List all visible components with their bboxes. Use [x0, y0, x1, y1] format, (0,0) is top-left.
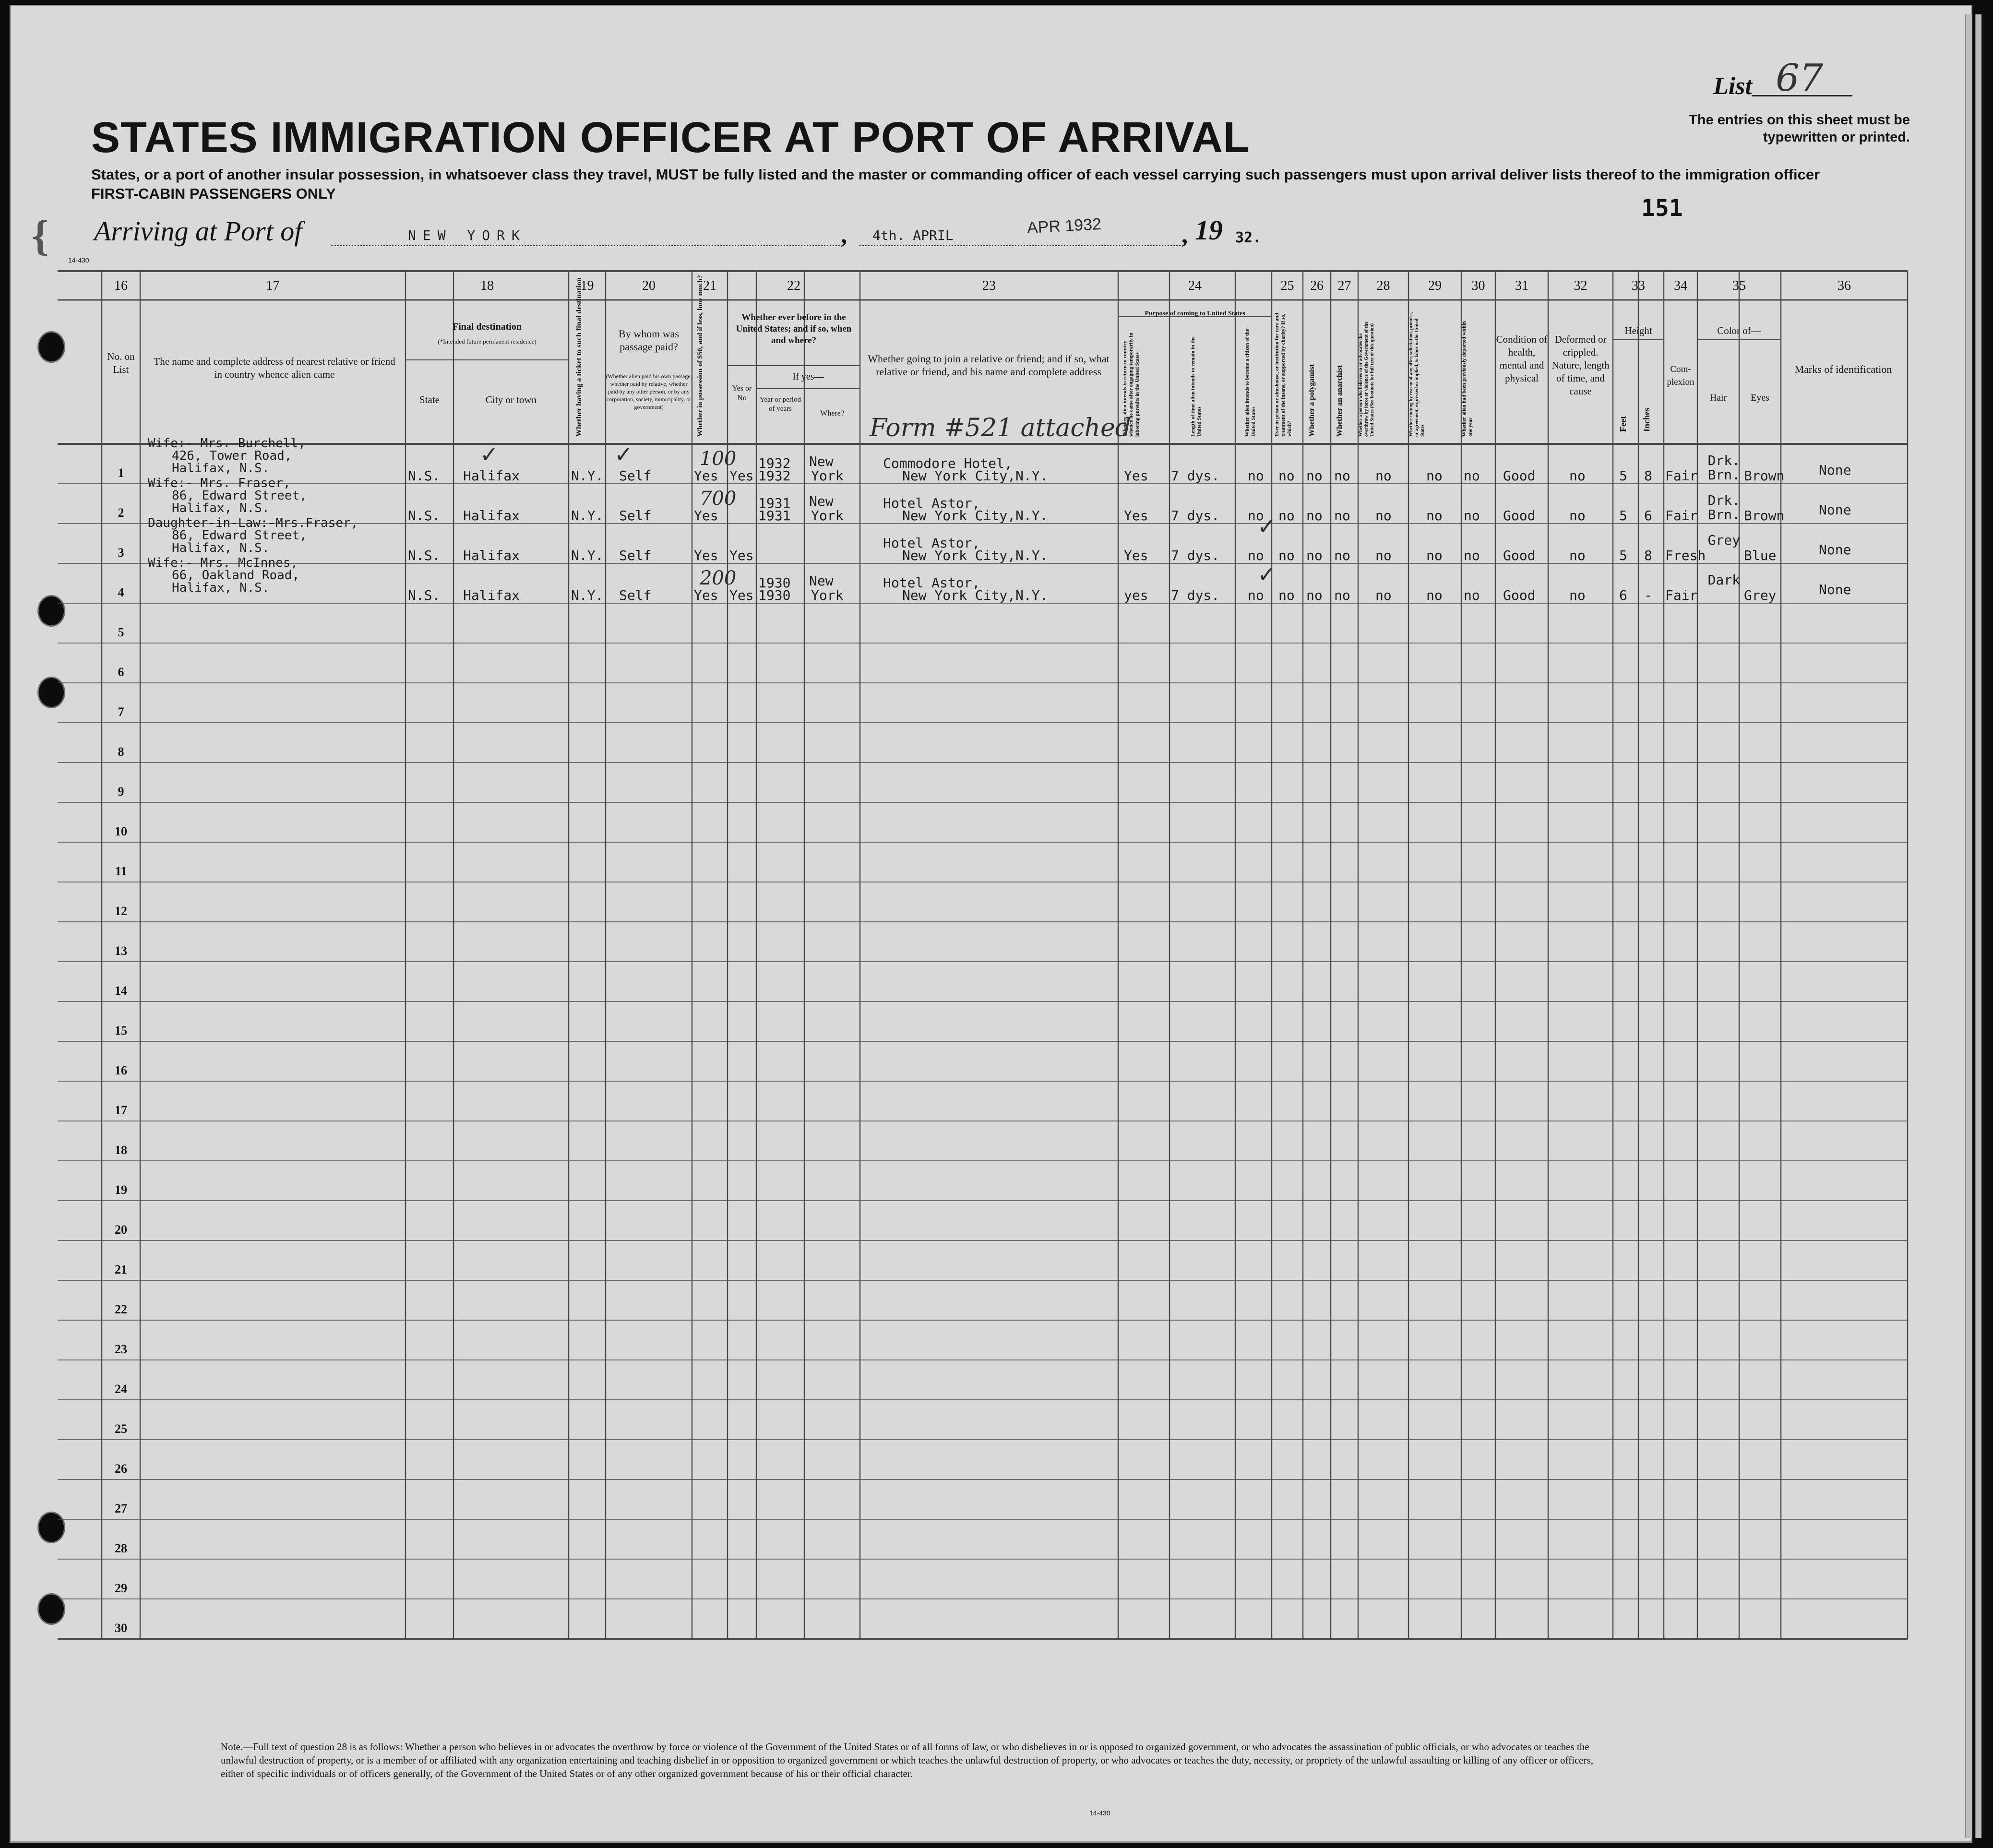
- before-in-us-value: Yes: [729, 587, 754, 603]
- relative-address-line: 86, Edward Street,: [172, 489, 307, 503]
- column-number: 25: [1280, 278, 1294, 293]
- row-number: 2: [118, 506, 124, 520]
- entries-note: The entries on this sheet must be typewritten or printed.: [1689, 112, 1910, 145]
- passage-paid-value: Self: [619, 548, 652, 563]
- length-of-stay-value: 7 dys.: [1171, 508, 1220, 524]
- column-number: 29: [1428, 278, 1442, 293]
- deformed-value: no: [1569, 548, 1586, 563]
- purpose-return-value: Yes: [1124, 548, 1148, 563]
- hair-color-value: Drk. Brn.: [1707, 453, 1740, 483]
- health-value: Good: [1503, 468, 1536, 484]
- prison-value: no: [1278, 587, 1295, 603]
- money-amount-handwritten: 100: [700, 448, 737, 470]
- date-value: 4th. APRIL: [872, 227, 954, 243]
- height-inches-value: 6: [1644, 508, 1652, 524]
- header-year-period: Year or period of years: [760, 396, 801, 413]
- date-stamp: APR 1932: [1026, 215, 1102, 238]
- relative-address-line: Wife:- Mrs. McInnes,: [148, 556, 298, 570]
- row-number: 20: [115, 1223, 127, 1237]
- overthrow-value: no: [1375, 468, 1392, 484]
- ticket-value: N.Y.: [571, 587, 604, 603]
- year-value: 1931: [758, 495, 791, 511]
- purpose-return-value: Yes: [1124, 508, 1148, 524]
- citizen-intent-value: no: [1248, 468, 1264, 484]
- relative-address-line: Halifax, N.S.: [172, 541, 270, 555]
- year-prefix: 19: [1195, 215, 1223, 246]
- polygamist-value: no: [1306, 548, 1323, 563]
- joining-value: Hotel Astor,: [883, 495, 980, 511]
- column-number: 19: [580, 278, 594, 293]
- marks-value: None: [1819, 542, 1851, 558]
- money-value: Yes: [694, 468, 718, 484]
- column-number: 35: [1732, 278, 1746, 293]
- where-value: York: [811, 468, 844, 484]
- joining-value: New York City,N.Y.: [902, 587, 1048, 603]
- header-money: Whether in possession of $50, and if less, how much?: [696, 275, 704, 437]
- length-of-stay-value: 7 dys.: [1171, 587, 1220, 603]
- eye-color-value: Brown: [1744, 508, 1785, 524]
- length-of-stay-value: 7 dys.: [1171, 468, 1220, 484]
- row-number: 13: [115, 944, 127, 958]
- length-of-stay-value: 7 dys.: [1171, 548, 1220, 563]
- row-number: 5: [118, 625, 124, 639]
- deported-value: no: [1464, 548, 1480, 563]
- prison-value: no: [1278, 508, 1295, 524]
- deformed-value: no: [1569, 468, 1586, 484]
- complexion-value: Fair: [1665, 468, 1698, 484]
- ticket-value: N.Y.: [571, 508, 604, 524]
- passage-paid-value: Self: [619, 508, 652, 524]
- header-purpose-citizen: Whether alien intends to become a citizen of the United States: [1244, 329, 1256, 437]
- polygamist-value: no: [1306, 508, 1323, 524]
- deformed-value: no: [1569, 508, 1586, 524]
- citizen-intent-value: no: [1248, 587, 1264, 603]
- header-deported: Whether alien had been previously deported within one year: [1461, 321, 1473, 437]
- column-number: 24: [1188, 278, 1202, 293]
- anarchist-value: no: [1334, 508, 1350, 524]
- joining-value: New York City,N.Y.: [902, 508, 1048, 524]
- polygamist-value: no: [1306, 587, 1323, 603]
- city-value: Halifax: [463, 468, 520, 484]
- coming-offer-value: no: [1426, 468, 1443, 484]
- relative-address-line: Halifax, N.S.: [172, 581, 270, 595]
- relative-address-line: Wife:- Mrs. Fraser,: [148, 476, 291, 490]
- money-amount-handwritten: 700: [700, 488, 737, 510]
- header-purpose: Purpose of coming to United States: [1145, 310, 1245, 317]
- row-number: 28: [115, 1541, 127, 1555]
- header-complexion: Com- plexion: [1667, 364, 1695, 387]
- column-number: 27: [1337, 278, 1351, 293]
- relative-address-line: 86, Edward Street,: [172, 528, 307, 543]
- column-number: 26: [1310, 278, 1324, 293]
- health-value: Good: [1503, 508, 1536, 524]
- year-value: 1930: [758, 587, 791, 603]
- header-city: City or town: [485, 394, 537, 405]
- column-number: 32: [1574, 278, 1587, 293]
- header-passage-paid: By whom was passage paid?: [619, 328, 679, 353]
- header-overthrow: Whether a person who believes in or advocates the overthrow by force or violence of the Government of the United States (See footnote for full text of this question): [1358, 322, 1375, 437]
- row-number: 23: [115, 1342, 127, 1356]
- row-number: 8: [118, 745, 124, 759]
- joining-value: New York City,N.Y.: [902, 468, 1048, 484]
- header-prison: Ever in prison or almshouse, or institution for care and treatment of the insane, or supported by charity? If so, which?: [1274, 312, 1292, 437]
- height-feet-value: 5: [1619, 508, 1627, 524]
- arriving-label: Arriving at Port of: [94, 215, 302, 247]
- year-suffix: 32.: [1235, 229, 1262, 246]
- citizen-intent-value: no: [1248, 548, 1264, 563]
- hair-color-value: Grey: [1707, 532, 1740, 548]
- coming-offer-value: no: [1426, 508, 1443, 524]
- anarchist-value: no: [1334, 587, 1350, 603]
- height-inches-value: 8: [1644, 468, 1652, 484]
- header-final-destination-note: (*Intended future permanent residence): [438, 338, 537, 345]
- where-value: New: [809, 453, 834, 469]
- row-number: 10: [115, 824, 127, 838]
- height-feet-value: 6: [1619, 587, 1627, 603]
- hair-color-value: Dark: [1707, 572, 1740, 588]
- column-number: 21: [703, 278, 716, 293]
- column-number: 17: [266, 278, 280, 293]
- before-in-us-value: Yes: [729, 548, 754, 563]
- state-value: N.S.: [408, 548, 441, 563]
- money-value: Yes: [694, 587, 718, 603]
- where-value: New: [809, 573, 834, 589]
- height-inches-value: 8: [1644, 548, 1652, 563]
- relative-address-line: 66, Oakland Road,: [172, 568, 300, 583]
- coming-offer-value: no: [1426, 587, 1443, 603]
- header-passage-note: (Whether alien paid his own passage, whether paid by relative, whether paid by any other person, or by any corporation, society, municipality, or government): [606, 373, 692, 410]
- eye-color-value: Grey: [1744, 587, 1777, 603]
- year-value: 1932: [758, 468, 791, 484]
- polygamist-value: no: [1306, 468, 1323, 484]
- row-number: 27: [115, 1502, 127, 1515]
- complexion-value: Fair: [1665, 587, 1698, 603]
- header-if-yes: If yes—: [792, 371, 824, 382]
- complexion-value: Fair: [1665, 508, 1698, 524]
- column-number: 28: [1376, 278, 1390, 293]
- year-value: 1930: [758, 575, 791, 591]
- header-no-on-list: No. on List: [107, 351, 135, 375]
- row-number: 15: [115, 1024, 127, 1037]
- header-ticket: Whether having a ticket to such final destination: [575, 277, 583, 437]
- header-yes-or-no: Yes or No: [732, 384, 752, 402]
- row-number: 11: [115, 864, 127, 878]
- health-value: Good: [1503, 587, 1536, 603]
- page-title: STATES IMMIGRATION OFFICER AT PORT OF ARRIVAL: [91, 114, 1250, 162]
- height-feet-value: 5: [1619, 468, 1627, 484]
- hair-color-value: Drk. Brn.: [1707, 492, 1740, 523]
- marks-value: None: [1819, 502, 1851, 518]
- city-value: Halifax: [463, 548, 520, 563]
- row-number: 24: [115, 1382, 127, 1396]
- where-value: New: [809, 493, 834, 509]
- row-number: 29: [115, 1581, 127, 1595]
- purpose-return-value: Yes: [1124, 468, 1148, 484]
- purpose-return-value: yes: [1124, 587, 1148, 603]
- header-condition: Condition of health, mental and physical: [1496, 334, 1548, 384]
- check-mark: ✓: [1257, 561, 1276, 587]
- header-deformed: Deformed or crippled. Nature, length of time, and cause: [1551, 334, 1610, 397]
- city-value: Halifax: [463, 587, 520, 603]
- row-number: 12: [115, 904, 127, 918]
- anarchist-value: no: [1334, 468, 1350, 484]
- state-value: N.S.: [408, 587, 441, 603]
- ticket-value: N.Y.: [571, 468, 604, 484]
- column-number: 31: [1515, 278, 1528, 293]
- year-value: 1931: [758, 508, 791, 524]
- header-polygamist: Whether a polygamist: [1308, 364, 1316, 437]
- prison-value: no: [1278, 548, 1295, 563]
- form-note-annotation: Form #521 attached: [870, 414, 1132, 442]
- row-number: 25: [115, 1422, 127, 1436]
- ticket-value: N.Y.: [571, 548, 604, 563]
- height-inches-value: -: [1644, 587, 1652, 603]
- row-number: 22: [115, 1302, 127, 1316]
- row-number: 7: [118, 705, 124, 719]
- marks-value: None: [1819, 462, 1851, 478]
- sheet-number: 151: [1641, 195, 1683, 222]
- header-coming-offer: Whether coming by reason of any offer, solicitation, promise, or agreement, expressed or implied, to labor in the United States: [1408, 312, 1425, 437]
- height-feet-value: 5: [1619, 548, 1627, 563]
- relative-address-line: Daughter-in-Law:-Mrs.Fraser,: [148, 516, 358, 530]
- row-number: 18: [115, 1143, 127, 1157]
- column-number: 36: [1838, 278, 1851, 293]
- header-hair: Hair: [1709, 393, 1727, 403]
- prison-value: no: [1278, 468, 1295, 484]
- relative-address-line: Halifax, N.S.: [172, 461, 270, 476]
- column-number: 30: [1471, 278, 1485, 293]
- marks-value: None: [1819, 582, 1851, 597]
- row-number: 30: [115, 1621, 127, 1635]
- header-feet: Feet: [1618, 416, 1628, 432]
- row-number: 3: [118, 546, 124, 560]
- deformed-value: no: [1569, 587, 1586, 603]
- page-subtitle: States, or a port of another insular possession, in whatsoever class they travel, MUST be fully listed and the master or commanding officer of each vessel carrying such passengers must upon arrival deliver lists thereof to the immigration officer: [91, 166, 1820, 183]
- header-purpose-return: Whether alien intends to return to country whence he came after engaging temporarily in laboring pursuits in the United States: [1122, 333, 1140, 437]
- joining-value: Hotel Astor,: [883, 535, 980, 551]
- deported-value: no: [1464, 508, 1480, 524]
- header-eyes: Eyes: [1751, 393, 1769, 403]
- money-amount-handwritten: 200: [700, 567, 737, 589]
- eye-color-value: Brown: [1744, 468, 1785, 484]
- row-number: 9: [118, 785, 124, 799]
- footnote: Note.—Full text of question 28 is as follows: Whether a person who believes in or advocates the overthrow by force or violence of the Government of the United States or of all forms of law, or who disbelieves in or is opposed to organized government, or who advocates the assassination of public officials, or who advocates or teaches the unlawful destruction of property, or is a member of or affiliated with any organization entertaining and teaching disbelief in or opposition to organized government or which teaches the unlawful destruction of property, or who advocates or teaches the duty, necessity, or propriety of the unlawful assaulting or killing of any officer or officers, either of specific individuals or of officers generally, of the Government of the United States or of any other organized government because of his or their official character.: [221, 1741, 1594, 1779]
- passage-paid-value: Self: [619, 587, 652, 603]
- year-value: 1932: [758, 455, 791, 471]
- header-inches: Inches: [1642, 407, 1651, 432]
- joining-value: Commodore Hotel,: [883, 455, 1013, 471]
- joining-value: Hotel Astor,: [883, 575, 980, 591]
- money-value: Yes: [694, 548, 718, 563]
- header-before-us: Whether ever before in the United States; and if so, when and where?: [736, 312, 852, 346]
- deported-value: no: [1464, 468, 1480, 484]
- header-anarchist: Whether an anarchist: [1336, 365, 1344, 437]
- before-in-us-value: Yes: [729, 468, 754, 484]
- deported-value: no: [1464, 587, 1480, 603]
- check-mark: ✓: [614, 441, 633, 467]
- row-number: 6: [118, 665, 124, 679]
- header-relative: The name and complete address of nearest relative or friend in country whence alien came: [154, 356, 395, 380]
- overthrow-value: no: [1375, 508, 1392, 524]
- check-mark: ✓: [480, 441, 499, 467]
- header-state: State: [419, 394, 440, 405]
- header-joining: Whether going to join a relative or friend; and if so, what relative or friend, and his name and complete address: [868, 353, 1110, 378]
- state-value: N.S.: [408, 508, 441, 524]
- passage-paid-value: Self: [619, 468, 652, 484]
- column-number: 23: [982, 278, 996, 293]
- column-number: 20: [642, 278, 656, 293]
- header-height: Height: [1624, 325, 1652, 336]
- overthrow-value: no: [1375, 548, 1392, 563]
- binder-mark: {: [32, 212, 49, 260]
- relative-address-line: 426, Tower Road,: [172, 449, 292, 463]
- list-number: 67: [1776, 57, 1824, 100]
- overthrow-value: no: [1375, 587, 1392, 603]
- first-cabin-label: FIRST-CABIN PASSENGERS ONLY: [91, 185, 336, 202]
- column-number: 18: [480, 278, 494, 293]
- relative-address-line: Wife:- Mrs. Burchell,: [148, 436, 306, 451]
- column-number: 33: [1632, 278, 1645, 293]
- header-final-destination: Final destination: [453, 322, 522, 332]
- relative-address-line: Halifax, N.S.: [172, 501, 270, 515]
- header-purpose-length: Length of time alien intends to remain in the United States: [1190, 336, 1202, 437]
- complexion-value: Fresh: [1665, 548, 1706, 563]
- where-value: York: [811, 508, 844, 524]
- row-number: 16: [115, 1063, 127, 1077]
- header-color-of: Color of—: [1717, 325, 1761, 336]
- city-value: Halifax: [463, 508, 520, 524]
- health-value: Good: [1503, 548, 1536, 563]
- coming-offer-value: no: [1426, 548, 1443, 563]
- port-value: NEW YORK: [408, 227, 526, 243]
- citizen-intent-value: no: [1248, 508, 1264, 524]
- row-number: 26: [115, 1462, 127, 1476]
- eye-color-value: Blue: [1744, 548, 1777, 563]
- column-number: 22: [787, 278, 800, 293]
- list-label: List: [1713, 72, 1752, 100]
- comma: ,: [1181, 221, 1188, 249]
- row-number: 4: [118, 585, 124, 599]
- row-number: 1: [118, 466, 124, 480]
- comma: ,: [841, 221, 847, 249]
- joining-value: New York City,N.Y.: [902, 548, 1048, 563]
- anarchist-value: no: [1334, 548, 1350, 563]
- header-marks: Marks of identification: [1794, 363, 1892, 375]
- row-number: 21: [115, 1263, 127, 1276]
- column-number: 16: [114, 278, 128, 293]
- money-value: Yes: [694, 508, 718, 524]
- state-value: N.S.: [408, 468, 441, 484]
- where-value: York: [811, 587, 844, 603]
- footer-code: 14-430: [1089, 1809, 1110, 1817]
- column-number: 34: [1674, 278, 1687, 293]
- form-code: 14-430: [68, 256, 89, 264]
- header-where: Where?: [820, 409, 844, 417]
- check-mark: ✓: [1257, 513, 1276, 539]
- row-number: 14: [115, 984, 127, 998]
- row-number: 17: [115, 1103, 127, 1117]
- row-number: 19: [115, 1183, 127, 1197]
